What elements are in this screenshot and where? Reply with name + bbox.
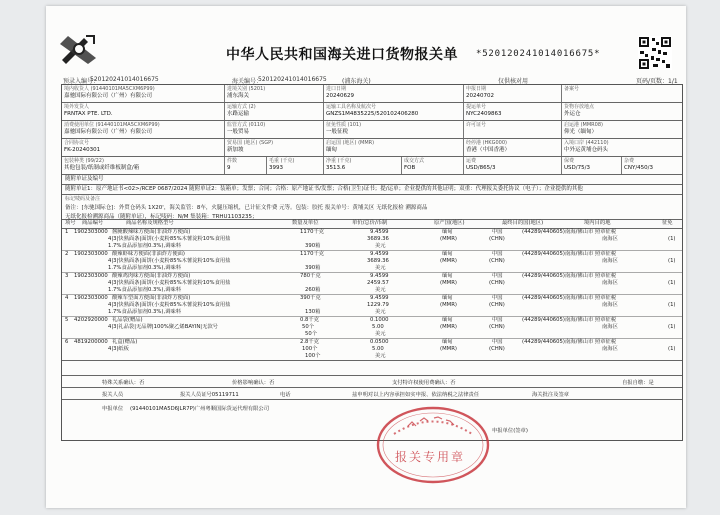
origin-country-cell: 启运国 (地区) (MMR) 缅甸 (324, 139, 464, 156)
item-origin: 缅甸 (442, 317, 453, 323)
statement: 兹申明对以上内容承担如实申报、依法纳税之法律责任 (352, 392, 480, 398)
item-spec: 4|3|快熟面条|面饼(小麦粉85%木薯淀粉10%食用盐 (108, 258, 231, 264)
header-row-4 (62, 139, 682, 157)
item-exempt: (1) (668, 302, 676, 308)
item-origin: 缅甸 (442, 339, 453, 345)
item-district-2: 南海区 (602, 302, 618, 308)
qr-code-icon (638, 36, 672, 70)
transport-mode-cell: 运输方式 (2) 水路运输 (225, 103, 324, 120)
item-total-price: 3689.36 (367, 258, 389, 264)
item-district: (44289/440605)南海/佛山市 照章征税 (522, 229, 617, 235)
preentry-label: 预录入编号： (63, 78, 100, 85)
docs-detail: 随附单证1：原产地证书<02>/RCEP 0687/2024 随附单证2：装箱单；发票；合同；合格：原产地证书/发票；合格(卫生)证书；提/运单；企业提供的其他证明；双重：代理报关委托协议（电子）；企业提供的其他 (65, 186, 583, 192)
item-dest: 中国 (492, 229, 503, 235)
item-dest-code: (CHN) (489, 280, 505, 286)
item-unit-price: 9.4599 (370, 229, 389, 235)
declarant-row (62, 388, 682, 400)
special-relation: 特殊关系确认：否 (102, 380, 145, 386)
customs-remark: 海关批注及签章 (532, 392, 570, 398)
col-district: 境内目的地 (584, 220, 611, 226)
item-spec: 4|3|快熟面条|面饼(小麦粉85%木薯淀粉10%食用盐 (108, 236, 231, 242)
item-origin-code: (MMR) (440, 258, 457, 264)
item-unit-price: 9.4599 (370, 273, 389, 279)
item-dest: 中国 (492, 295, 503, 301)
gross-weight-cell: 毛重 (千克) 3993 (267, 157, 324, 174)
item-name: 酱腌酸辣味方便面(非油炸方便面) (112, 229, 191, 235)
customs-seal-stamp (374, 404, 492, 486)
item-spec-2: 1.7%食品添加剂0.3%),调味料 (108, 243, 182, 249)
entry-point-cell: 入境口岸 (442110) 中外运黄埔仓码头 (564, 140, 609, 153)
item-qty-1: 1170千克 (300, 251, 325, 257)
docs-row (62, 175, 682, 185)
docs-label: 随附单证及编号 (65, 176, 104, 182)
item-exempt: (1) (668, 258, 676, 264)
page-number: 页码/页数：1/1 (636, 78, 678, 85)
item-currency: 美元 (375, 287, 386, 293)
license-no-cell: 许可证号 (464, 121, 562, 138)
customs-office: (浦东海关) (342, 78, 371, 85)
packages-cell: 件数 9 (225, 157, 267, 174)
entry-port-cell: 进境关别 (5201) 浦东海关 (225, 85, 324, 102)
item-qty-1: 390千克 (300, 295, 321, 301)
item-origin-code: (MMR) (440, 346, 457, 352)
item-qty-2: 50个 (302, 324, 315, 330)
declaration-form (61, 84, 683, 441)
freight-cell: 运费 USD/865/3 (464, 157, 562, 174)
record-no-cell: 备案号 (564, 86, 580, 92)
item-total-price: 3689.36 (367, 236, 389, 242)
trade-terms-cell: 成交方式 FOB (402, 157, 464, 174)
item-name: 礼盒(赠品) (112, 339, 138, 345)
col-code: 商品编号 (82, 220, 104, 226)
tax-nature-cell: 征免性质 (101) 一般征税 (324, 121, 464, 138)
item-qty-1: 1170千克 (300, 229, 325, 235)
item-origin-code: (MMR) (440, 236, 457, 242)
goods-table-header (62, 220, 682, 229)
item-name: 酸辣鸡肉味方便面(非油炸方便面) (112, 273, 191, 279)
preentry-number: 520120241014016675 (90, 76, 159, 83)
customs-emblem-icon (58, 34, 100, 64)
item-unit-price: 9.4599 (370, 251, 389, 257)
customs-number: 520120241014016675 (258, 76, 327, 83)
item-currency: 美元 (375, 309, 386, 315)
item-origin-code: (MMR) (440, 280, 457, 286)
header-row-3 (62, 121, 682, 139)
trade-country-cell: 贸易国 (地区) (SGP) 新加坡 (225, 139, 324, 156)
package-type-cell: 包装种类 (99/22) 其他包装/纸制或纤维板制盒/箱 (62, 157, 225, 174)
item-currency: 美元 (375, 331, 386, 337)
consumer-unit-cell: 消费使用单位 (91440101MA5CXM6P99) 嘉驰国际有限公司（广州）有限公司 (62, 121, 225, 138)
item-district-2: 南海区 (602, 258, 618, 264)
bill-of-lading-cell: 提运单号 NYC2409863 (464, 103, 562, 120)
item-district-2: 南海区 (602, 346, 618, 352)
table-row (62, 229, 682, 251)
docs-detail-row (62, 185, 682, 195)
phone-label: 电话 (280, 392, 291, 398)
item-total-price: 2459.57 (367, 280, 389, 286)
item-unit-price: 0.0500 (370, 339, 389, 345)
declarant-label: 报关人员 (102, 392, 124, 398)
unit-label: 申报单位 (102, 406, 124, 412)
item-spec-2: 1.7%食品添加剂0.3%),调味料 (108, 309, 182, 315)
stamp-text: 报关专用章 (395, 450, 466, 464)
vessel-cell: 运输工具名称及航次号 GNZS1M4835225/520102406280 (324, 103, 464, 120)
item-dest-code: (CHN) (489, 258, 505, 264)
declarant-number: 报关人员证号05119711 (180, 392, 239, 398)
item-qty-1: 0.8千克 (300, 317, 320, 323)
item-spec-2: 1.7%食品添加剂0.3%),调味料 (108, 265, 182, 271)
item-name: 礼品袋(赠品) (112, 317, 143, 323)
table-row (62, 273, 682, 295)
item-dest-code: (CHN) (489, 236, 505, 242)
consignee-cell: 境内收货人 (91440101MA5CXM6P99) 嘉驰国际有限公司（广州）有限公司 (62, 85, 225, 102)
item-dest: 中国 (492, 317, 503, 323)
marks-row (62, 195, 682, 220)
document-title: 中华人民共和国海关进口货物报关单 (226, 47, 458, 63)
item-origin-code: (MMR) (440, 324, 457, 330)
col-qty: 数量及单位 (292, 220, 319, 226)
item-code: 4819200000 (74, 339, 108, 345)
barcode-number: *520120241014016675* (476, 49, 601, 59)
item-no: 5 (65, 317, 69, 323)
item-origin: 缅甸 (442, 251, 453, 257)
item-code: 1902303000 (74, 273, 108, 279)
item-spec: 4|3|礼品袋|无品牌|100%聚乙烯BAYIN|无款号 (108, 324, 218, 330)
table-row (62, 339, 682, 361)
item-code: 1902303000 (74, 295, 108, 301)
item-no: 1 (65, 229, 69, 235)
item-spec: 4|3|纸板 (108, 346, 129, 352)
item-district-2: 南海区 (602, 280, 618, 286)
table-row (62, 251, 682, 273)
header-row-5 (62, 157, 682, 175)
item-qty-2: 100个 (302, 346, 318, 352)
page-note: 仅供核对用 (498, 78, 529, 85)
header-row-2 (62, 103, 682, 121)
item-qty-3: 50个 (305, 331, 318, 337)
item-name: 酸辣虾味方便面(非油炸方便面) (112, 251, 185, 257)
insurance-cell: 保费 USD/75/3 (562, 157, 622, 174)
price-effect: 价格影响确认：否 (232, 380, 275, 386)
col-no: 项号 (65, 220, 76, 226)
item-origin: 缅甸 (442, 273, 453, 279)
blank-area (62, 361, 682, 376)
item-dest: 中国 (492, 251, 503, 257)
item-qty-3: 130箱 (305, 309, 321, 315)
marks-line-2: 无纸化报检溯源商品（随附单证），标记唛码：N/M 集装箱：TRHU1103235； (65, 214, 258, 220)
table-row (62, 317, 682, 339)
unit-value: (91440101MA5D6JLR7P)广州粤顺国际货运代理有限公司 (130, 406, 270, 412)
item-dest-code: (CHN) (489, 302, 505, 308)
item-no: 4 (65, 295, 69, 301)
item-origin: 缅甸 (442, 229, 453, 235)
declare-date-cell: 申报日期 20240702 (464, 85, 562, 102)
item-district-2: 南海区 (602, 236, 618, 242)
item-exempt: (1) (668, 236, 676, 242)
departure-port-cell: 启运港 (MMR08) 仰光（缅甸） (564, 122, 603, 135)
item-unit-price: 0.1000 (370, 317, 389, 323)
consignor-cell: 境外发货人 FRNTAX PTE. LTD. (62, 103, 225, 120)
item-exempt: (1) (668, 346, 676, 352)
item-qty-3: 260箱 (305, 287, 321, 293)
marks-label: 标记唛码及备注 (65, 196, 101, 202)
marks-line-1: 备注：[东驰国际仓]：外贸仓码头 1X20'，海关监管：8车，火腿压缩机，已计征文件费 元等。包装：胶托 报关单号：黄埔关区 无纸化报检 溯源商品 (65, 205, 428, 211)
item-no: 2 (65, 251, 69, 257)
storage-place-cell: 货物存放地点 外运仓 (564, 104, 595, 117)
item-qty-3: 390箱 (305, 265, 321, 271)
item-total-price: 1229.79 (367, 302, 389, 308)
item-qty-3: 390箱 (305, 243, 321, 249)
item-currency: 美元 (375, 243, 386, 249)
misc-fee-cell: 杂费 CNY/450/3 (624, 158, 654, 171)
col-exempt: 征免 (662, 220, 673, 226)
item-total-price: 5.00 (372, 324, 384, 330)
import-date-cell: 进口日期 20240629 (324, 85, 464, 102)
item-dest: 中国 (492, 339, 503, 345)
supervision-mode-cell: 监管方式 (0110) 一般贸易 (225, 121, 324, 138)
item-exempt: (1) (668, 324, 676, 330)
item-district-2: 南海区 (602, 324, 618, 330)
item-no: 6 (65, 339, 69, 345)
col-price: 单价/总价/币制 (352, 220, 388, 226)
item-dest-code: (CHN) (489, 346, 505, 352)
declaring-unit-row (62, 400, 682, 440)
item-exempt: (1) (668, 280, 676, 286)
item-qty-3: 100个 (305, 353, 321, 359)
item-dest: 中国 (492, 273, 503, 279)
transit-port-cell: 经停港 (HKG000) 香港（中国香港） (464, 139, 562, 156)
item-spec: 4|3|快熟面条|面饼(小麦粉85%木薯淀粉10%食用盐 (108, 280, 231, 286)
item-spec: 4|3|快熟面条|面饼(小麦粉85%木薯淀粉10%食用盐 (108, 302, 231, 308)
self-report: 自报自缴：是 (622, 380, 654, 386)
item-spec-2: 1.7%食品添加剂0.3%),调味料 (108, 287, 182, 293)
item-qty-1: 2.8千克 (300, 339, 320, 345)
item-no: 3 (65, 273, 69, 279)
item-district: (44289/440605)南海/佛山市 照章征税 (522, 317, 617, 323)
item-district: (44289/440605)南海/佛山市 照章征税 (522, 273, 617, 279)
col-name: 商品名称及规格型号 (126, 220, 174, 226)
item-dest-code: (CHN) (489, 324, 505, 330)
item-code: 1902303000 (74, 229, 108, 235)
item-total-price: 5.00 (372, 346, 384, 352)
col-dest: 最终目的国(地区) (502, 220, 544, 226)
col-origin: 原产国(地区) (434, 220, 465, 226)
item-district: (44289/440605)南海/佛山市 照章征税 (522, 339, 617, 345)
item-origin-code: (MMR) (440, 302, 457, 308)
item-district: (44289/440605)南海/佛山市 照章征税 (522, 251, 617, 257)
item-district: (44289/440605)南海/佛山市 照章征税 (522, 295, 617, 301)
header-row-1 (62, 85, 682, 103)
contract-no-cell: 合同协议号 FK-20240301 (62, 139, 225, 156)
net-weight-cell: 净重 (千克) 3513.6 (324, 157, 402, 174)
customs-number-label: 海关编号： (232, 78, 263, 85)
item-origin: 缅甸 (442, 295, 453, 301)
customs-declaration-paper (46, 6, 686, 508)
item-currency: 美元 (375, 353, 386, 359)
table-row (62, 295, 682, 317)
item-unit-price: 9.4599 (370, 295, 389, 301)
royalty-confirmation: 支付特许权使用费确认：否 (392, 380, 456, 386)
item-code: 1902303000 (74, 251, 108, 257)
item-currency: 美元 (375, 265, 386, 271)
unit-sign: 申报单位(签章) (492, 428, 528, 434)
confirmation-row (62, 376, 682, 388)
item-name: 酸辣车型面方便面(非油炸方便面) (112, 295, 191, 301)
item-qty-1: 780千克 (300, 273, 321, 279)
item-code: 4202920000 (74, 317, 108, 323)
